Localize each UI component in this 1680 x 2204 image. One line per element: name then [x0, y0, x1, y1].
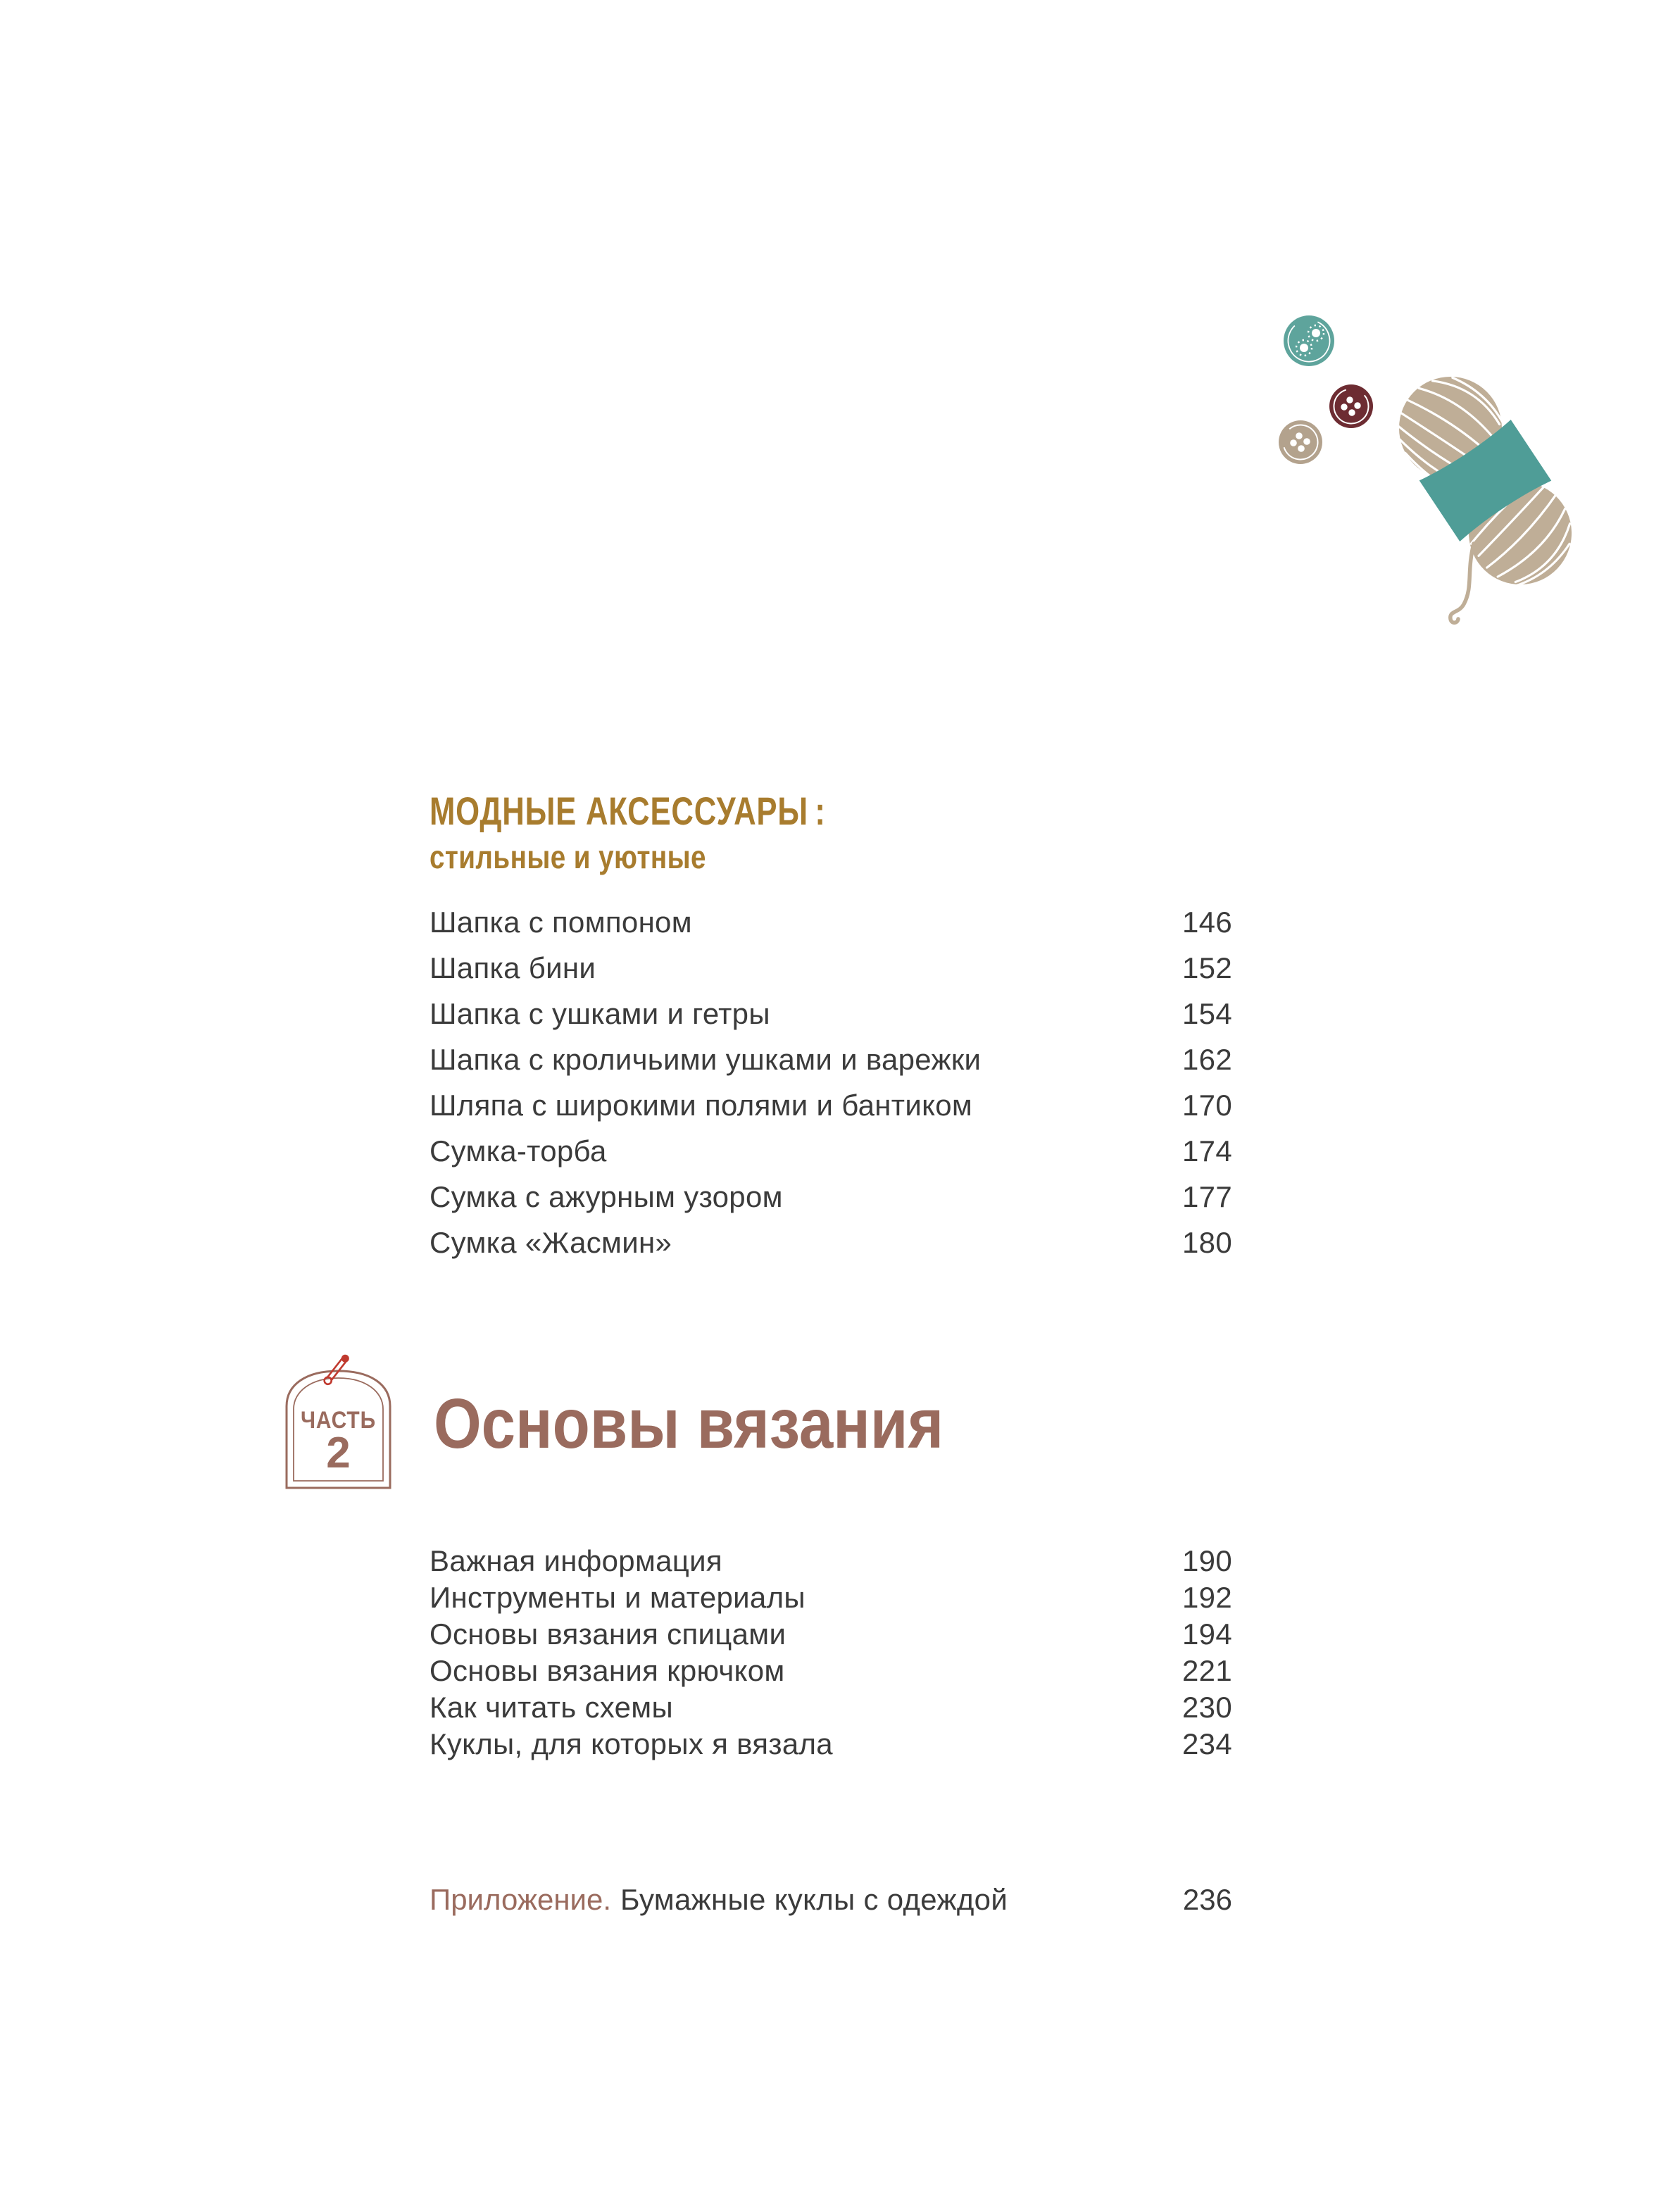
toc-item-page: 192	[1182, 1581, 1232, 1614]
toc-item-page: 174	[1182, 1134, 1232, 1167]
appendix-row	[430, 1881, 1232, 1918]
teal-button-icon	[1281, 313, 1336, 368]
toc-item-label: Важная информация	[430, 1544, 722, 1577]
toc-item-page: 221	[1182, 1654, 1232, 1687]
toc-item-label: Основы вязания крючком	[430, 1654, 785, 1687]
toc-item-page: 152	[1182, 951, 1232, 984]
toc-item-label: Сумка «Жасмин»	[430, 1225, 672, 1259]
toc-item-page: 170	[1182, 1088, 1232, 1122]
toc-item	[430, 1220, 1232, 1265]
section1-heading: МОДНЫЕ АКСЕССУАРЫ :	[430, 789, 826, 833]
yarn-skein-icon	[1372, 352, 1603, 622]
toc-item	[430, 1689, 1232, 1726]
toc-item	[430, 1128, 1232, 1174]
toc-item-page: 146	[1182, 905, 1232, 939]
toc-item	[430, 1037, 1232, 1082]
yarn-and-buttons-illustration	[1260, 296, 1612, 634]
toc-item-label: Шляпа с широкими полями и бантиком	[430, 1088, 973, 1122]
toc-list-basics	[430, 1543, 1232, 1762]
toc-item	[430, 1653, 1232, 1689]
toc-item-label: Инструменты и материалы	[430, 1581, 805, 1614]
toc-item-label: Шапка бини	[430, 951, 596, 984]
toc-item-page: 194	[1182, 1617, 1232, 1651]
appendix-text	[430, 1883, 1008, 1917]
part-badge-label: ЧАСТЬ	[301, 1407, 376, 1434]
toc-item-label: Сумка с ажурным узором	[430, 1179, 783, 1213]
toc-item-label: Сумка-торба	[430, 1134, 607, 1167]
toc-item-label: Основы вязания спицами	[430, 1617, 786, 1651]
toc-list-accessories	[430, 899, 1232, 1265]
part-title: Основы вязания	[434, 1384, 944, 1463]
appendix-page: 236	[1182, 1883, 1232, 1916]
toc-item-page: 234	[1182, 1727, 1232, 1760]
toc-item	[430, 1579, 1232, 1616]
toc-item	[430, 1616, 1232, 1653]
toc-item-label: Как читать схемы	[430, 1691, 673, 1724]
toc-item	[430, 1082, 1232, 1128]
toc-item	[430, 1174, 1232, 1220]
toc-item	[430, 991, 1232, 1037]
section1-subheading: стильные и уютные	[430, 839, 706, 875]
toc-item	[430, 1543, 1232, 1579]
safety-pin-icon	[322, 1353, 351, 1386]
toc-item	[430, 945, 1232, 991]
toc-item-label: Шапка с кроличьими ушками и варежки	[430, 1042, 982, 1076]
toc-item-page: 230	[1182, 1691, 1232, 1724]
toc-item-label: Шапка с ушками и гетры	[430, 996, 770, 1030]
appendix-title: Бумажные куклы с одеждой	[620, 1883, 1008, 1916]
toc-item-page: 190	[1182, 1544, 1232, 1577]
toc-item	[430, 899, 1232, 945]
toc-item-label: Шапка с помпоном	[430, 905, 692, 939]
maroon-button-icon	[1327, 382, 1375, 430]
toc-item-page: 180	[1182, 1225, 1232, 1259]
toc-item-page: 177	[1182, 1179, 1232, 1213]
appendix-label: Приложение.	[430, 1883, 612, 1916]
toc-item-page: 162	[1182, 1042, 1232, 1076]
toc-item-page: 154	[1182, 996, 1232, 1030]
toc-item	[430, 1726, 1232, 1762]
part-badge-number: 2	[326, 1429, 351, 1477]
toc-item-label: Куклы, для которых я вязала	[430, 1727, 833, 1760]
beige-button-icon	[1276, 418, 1324, 466]
